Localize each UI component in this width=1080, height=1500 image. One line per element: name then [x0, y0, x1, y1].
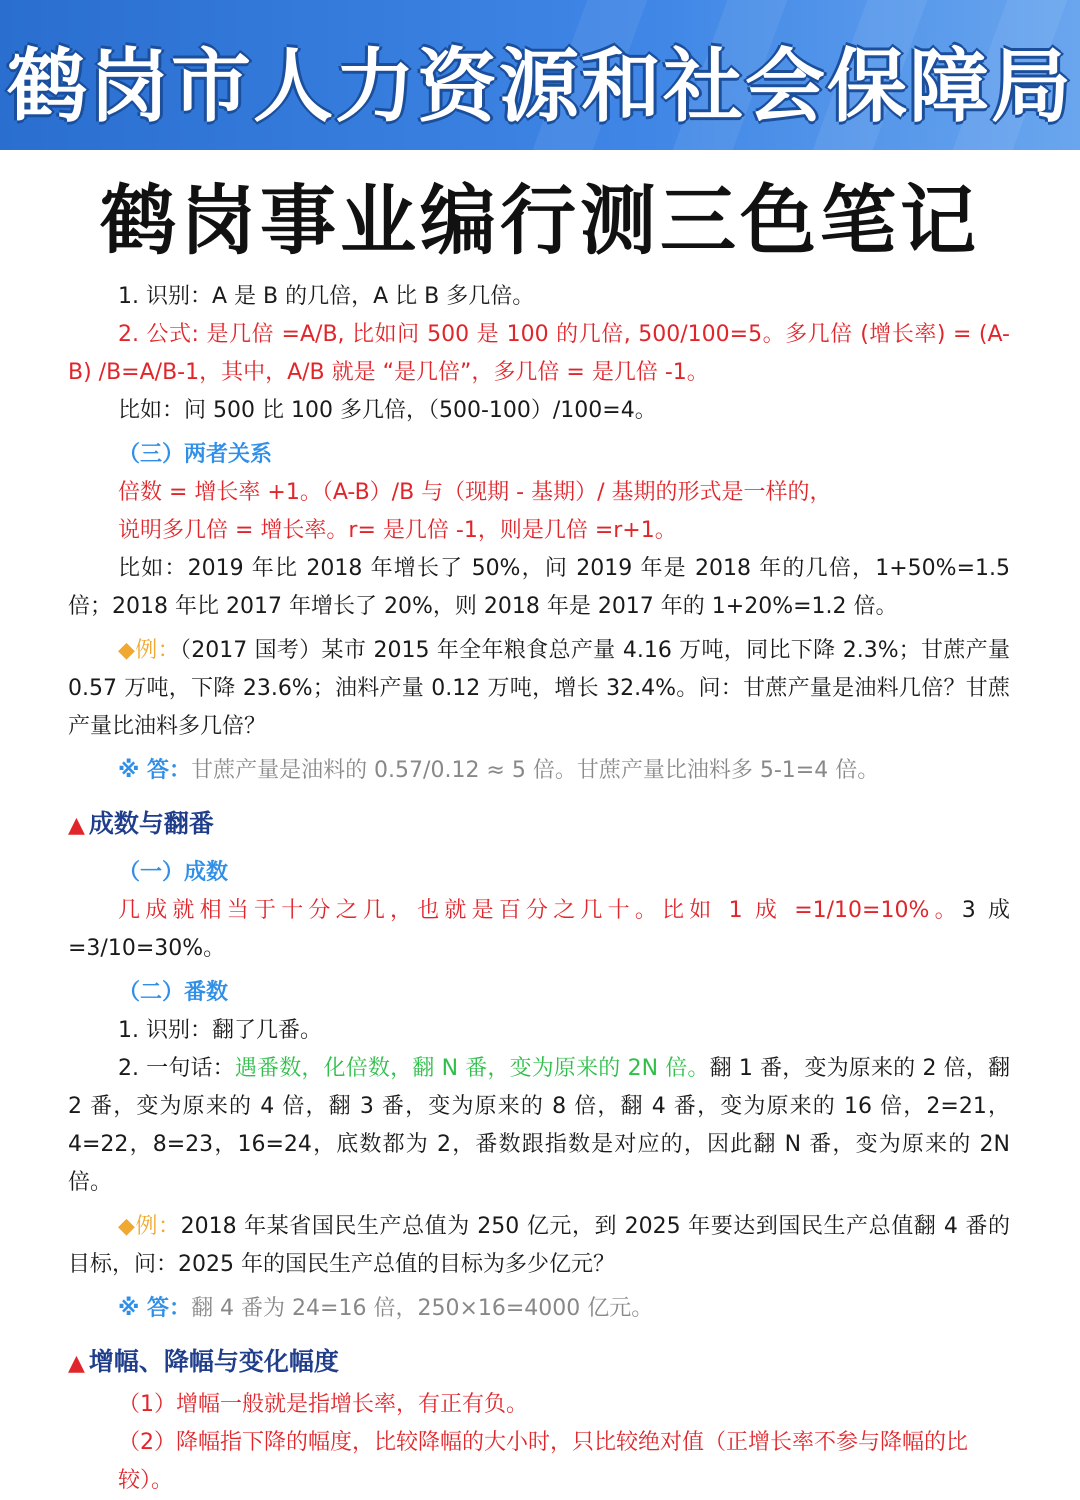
- section-heading-relation: （三）两者关系: [118, 442, 273, 467]
- change-text: （1）增幅一般就是指增长率，有正有负。: [118, 1392, 528, 1417]
- section-title-text: 增幅、降幅与变化幅度: [88, 1347, 339, 1376]
- answer-tag: ※ 答：: [118, 758, 192, 783]
- example-block: [68, 632, 1010, 746]
- note-line: 1. 识别：A 是 B 的几倍，A 比 B 多几倍。: [118, 284, 535, 309]
- fanshu-rest: 翻 1 番，变为原来的 2 倍，翻 2 番，变为原来的 4 倍，翻 3 番，变为原来的 8 倍，翻 4 番，变为原来的 16 倍，2=21，4=22，8=23，16=24，底数都为 2，番数跟指数是对应的，因此翻 N 番，变为原来的 2N 倍。: [68, 1056, 1011, 1195]
- chengshu-black: 3 成 =3/10=30%。: [68, 898, 1010, 961]
- answer-block: [68, 1290, 1010, 1328]
- answer-text: 甘蔗产量是油料的 0.57/0.12 ≈ 5 倍。甘蔗产量比油料多 5-1=4 倍。: [191, 758, 880, 783]
- fanshu-text: [68, 1050, 1010, 1202]
- triangle-icon: ▲: [68, 813, 85, 838]
- relation-text: 说明多几倍 = 增长率。r= 是几倍 -1，则是几倍 =r+1。: [118, 518, 677, 543]
- subheading-fanshu: （二）番数: [118, 980, 229, 1005]
- change-text: （2）降幅指下降的幅度，比较降幅的大小时，只比较绝对值（正增长率不参与降幅的比较）。: [118, 1430, 968, 1493]
- section-title-multiples: [68, 802, 1010, 848]
- notes-body: [68, 278, 1010, 1500]
- triangle-icon: ▲: [68, 1351, 85, 1376]
- example-tag: ◆例：: [118, 638, 180, 663]
- example-text: 2018 年某省国民生产总值为 250 亿元，到 2025 年要达到国民生产总值翻 4 番的目标，问：2025 年的国民生产总值的目标为多少亿元？: [68, 1214, 1011, 1277]
- chengshu-text: [68, 892, 1010, 968]
- example-text: （2017 国考）某市 2015 年全年粮食总产量 4.16 万吨，同比下降 2.3%；甘蔗产量 0.57 万吨，下降 23.6%；油料产量 0.12 万吨，增长 32.4%。问：甘蔗产量是油料几倍？甘蔗产量比油料多几倍？: [68, 638, 1010, 739]
- relation-text: 倍数 = 增长率 +1。（A-B）/B 与（现期 - 基期）/ 基期的形式是一样的，: [118, 480, 832, 505]
- section-title-change: [68, 1340, 1010, 1386]
- chengshu-red: 几成就相当于十分之几，也就是百分之几十。比如 1 成 =1/10=10%。: [118, 898, 962, 923]
- note-line: 比如：问 500 比 100 多几倍，（500-100）/100=4。: [118, 398, 657, 423]
- header-banner: [0, 0, 1080, 150]
- fanshu-green: 遇番数，化倍数，翻 N 番，变为原来的 2N 倍。: [234, 1056, 710, 1081]
- example-tag: ◆例：: [118, 1214, 181, 1239]
- answer-block: [68, 752, 1010, 790]
- banner-title: 鹤岗市人力资源和社会保障局: [7, 40, 1073, 133]
- fanshu-prefix: 2. 一句话：: [118, 1056, 235, 1081]
- example-block: [68, 1208, 1010, 1284]
- answer-text: 翻 4 番为 24=16 倍，250×16=4000 亿元。: [191, 1296, 654, 1321]
- note-line: 比如：2019 年比 2018 年增长了 50%，问 2019 年是 2018 年的几倍，1+50%=1.5 倍；2018 年比 2017 年增长了 20%，则 2018 年是 2017 年的 1+20%=1.2 倍。: [68, 556, 1010, 619]
- formula-text: 2. 公式: 是几倍 =A/B, 比如问 500 是 100 的几倍, 500/100=5。多几倍 (增长率) = (A-B) /B=A/B-1，其中，A/B 就是 “是几倍”，多几倍 = 是几倍 -1。: [68, 322, 1010, 385]
- answer-tag: ※ 答：: [118, 1296, 192, 1321]
- page-title: 鹤岗事业编行测三色笔记: [100, 176, 980, 265]
- note-line: 1. 识别：翻了几番。: [118, 1018, 322, 1043]
- section-title-text: 成数与翻番: [88, 809, 214, 838]
- subheading-chengshu: （一）成数: [118, 860, 229, 885]
